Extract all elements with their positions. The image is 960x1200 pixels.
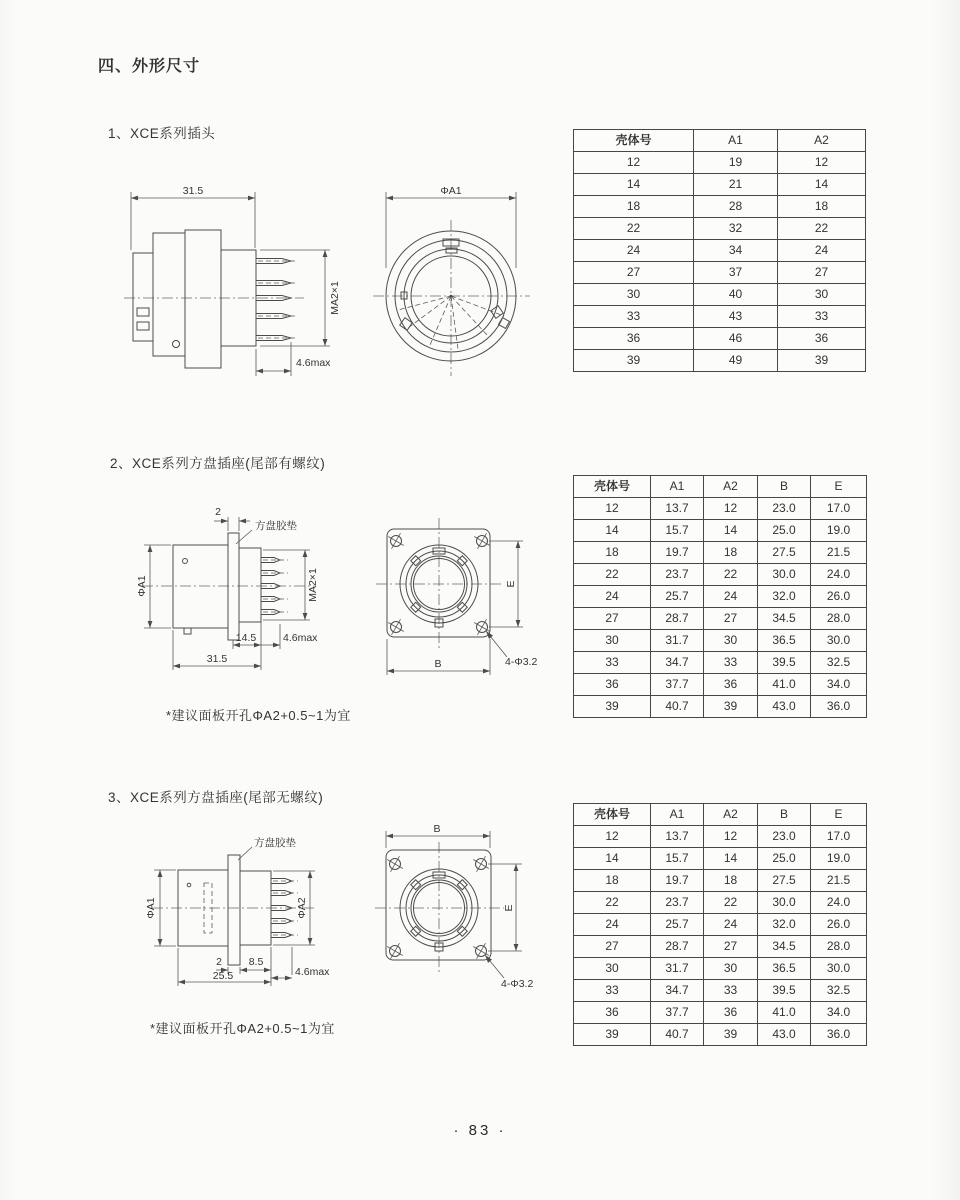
table-cell: 23.0 bbox=[758, 498, 811, 520]
column-header: A2 bbox=[704, 804, 758, 826]
dim-tail-label: 4.6max bbox=[295, 966, 330, 978]
dim-mounting-holes-label: 4-Φ3.2 bbox=[505, 656, 538, 668]
table-cell: 23.0 bbox=[758, 826, 811, 848]
table-cell: 36 bbox=[704, 674, 758, 696]
dim-tail-dia-label: ΦA2 bbox=[296, 897, 308, 919]
table-cell: 12 bbox=[778, 152, 866, 174]
table-cell: 25.7 bbox=[651, 586, 704, 608]
table-cell: 12 bbox=[704, 826, 758, 848]
table-cell: 36 bbox=[574, 1002, 651, 1024]
table-row bbox=[574, 564, 867, 586]
table-cell: 36 bbox=[574, 674, 651, 696]
table-cell: 13.7 bbox=[651, 498, 704, 520]
table-cell: 18 bbox=[778, 196, 866, 218]
dim-front-length-label: 14.5 bbox=[235, 632, 257, 644]
dim-flange-b-label: B bbox=[433, 823, 441, 835]
table-cell: 30.0 bbox=[811, 630, 867, 652]
table-cell: 18 bbox=[704, 542, 758, 564]
table-row bbox=[574, 1002, 867, 1024]
dim-flange-b bbox=[387, 639, 490, 675]
gasket-label: 方盘胶垫 bbox=[254, 837, 296, 849]
table-cell: 26.0 bbox=[811, 586, 867, 608]
dim-flange-e-label: E bbox=[503, 904, 515, 912]
table-cell: 33 bbox=[574, 980, 651, 1002]
section-1-heading: 1、XCE系列插头 bbox=[108, 126, 216, 141]
table-cell: 28 bbox=[694, 196, 778, 218]
table-cell: 30 bbox=[778, 284, 866, 306]
receptacle-unthreaded-front-view-drawing bbox=[358, 818, 558, 1003]
table-cell: 22 bbox=[574, 218, 694, 240]
table-cell: 34.7 bbox=[651, 980, 704, 1002]
receptacle-unthreaded-side-view-drawing bbox=[128, 828, 358, 993]
table-cell: 22 bbox=[778, 218, 866, 240]
table-cell: 30 bbox=[574, 958, 651, 980]
table-cell: 32.0 bbox=[758, 586, 811, 608]
table-header-row bbox=[574, 804, 867, 826]
table-row bbox=[574, 174, 866, 196]
table-cell: 22 bbox=[574, 564, 651, 586]
table-cell: 25.0 bbox=[758, 848, 811, 870]
table-row bbox=[574, 586, 867, 608]
column-header: B bbox=[758, 804, 811, 826]
table-cell: 36 bbox=[574, 328, 694, 350]
table-cell: 39 bbox=[704, 696, 758, 718]
table-cell: 21.5 bbox=[811, 870, 867, 892]
table-cell: 43.0 bbox=[758, 696, 811, 718]
table-cell: 34.5 bbox=[758, 608, 811, 630]
table-row bbox=[574, 196, 866, 218]
table-cell: 28.0 bbox=[811, 608, 867, 630]
table-cell: 36.0 bbox=[811, 1024, 867, 1046]
dim-mounting-holes bbox=[486, 631, 537, 668]
dim-total-length-label: 31.5 bbox=[206, 653, 228, 665]
table-cell: 27 bbox=[704, 608, 758, 630]
table-row bbox=[574, 262, 866, 284]
dim-body-dia-label: ΦA1 bbox=[136, 575, 148, 597]
table-cell: 31.7 bbox=[651, 958, 704, 980]
table-cell: 30 bbox=[574, 630, 651, 652]
receptacle-threaded-front-view-drawing bbox=[358, 508, 558, 683]
column-header: E bbox=[811, 804, 867, 826]
contact-pins bbox=[256, 259, 298, 341]
table-cell: 34.0 bbox=[811, 1002, 867, 1024]
table-cell: 24 bbox=[574, 240, 694, 262]
table-cell: 19.7 bbox=[651, 870, 704, 892]
table-row bbox=[574, 936, 867, 958]
table-cell: 30.0 bbox=[758, 564, 811, 586]
table-cell: 30 bbox=[574, 284, 694, 306]
dim-mounting-holes-label: 4-Φ3.2 bbox=[501, 978, 534, 990]
table-cell: 14 bbox=[574, 520, 651, 542]
table-cell: 37 bbox=[694, 262, 778, 284]
section-2-heading: 2、XCE系列方盘插座(尾部有螺纹) bbox=[110, 456, 326, 471]
dim-mid-length-label: 8.5 bbox=[248, 956, 264, 968]
receptacle-body bbox=[178, 855, 271, 965]
table-row bbox=[574, 1024, 867, 1046]
plug-body bbox=[133, 230, 256, 368]
column-header: A1 bbox=[651, 476, 704, 498]
table-cell: 23.7 bbox=[651, 564, 704, 586]
dim-tail-label: 4.6max bbox=[283, 632, 318, 644]
plug-side-view-drawing bbox=[108, 168, 358, 388]
dim-mid-length bbox=[240, 956, 271, 972]
table-cell: 19 bbox=[694, 152, 778, 174]
table-cell: 36.5 bbox=[758, 958, 811, 980]
table-cell: 17.0 bbox=[811, 826, 867, 848]
table-cell: 27.5 bbox=[758, 542, 811, 564]
table-cell: 25.7 bbox=[651, 914, 704, 936]
dim-tail bbox=[271, 947, 330, 986]
panel-cutout-note-1: *建议面板开孔ΦA2+0.5~1为宜 bbox=[166, 708, 351, 723]
table-cell: 15.7 bbox=[651, 520, 704, 542]
page-title: 四、外形尺寸 bbox=[98, 58, 201, 75]
table-cell: 32.5 bbox=[811, 980, 867, 1002]
table-row bbox=[574, 542, 867, 564]
table-row bbox=[574, 958, 867, 980]
dim-total-length-label: 25.5 bbox=[212, 970, 234, 982]
table-cell: 22 bbox=[704, 564, 758, 586]
table-row bbox=[574, 498, 867, 520]
column-header: E bbox=[811, 476, 867, 498]
column-header: B bbox=[758, 476, 811, 498]
table-cell: 34.7 bbox=[651, 652, 704, 674]
table-cell: 36.5 bbox=[758, 630, 811, 652]
table-cell: 39 bbox=[704, 1024, 758, 1046]
dim-plug-thread-label: MA2×1 bbox=[329, 281, 341, 315]
table-cell: 34.5 bbox=[758, 936, 811, 958]
dim-plug-front-dia-label: ΦA1 bbox=[440, 185, 462, 197]
page-number: · 83 · bbox=[453, 1122, 507, 1139]
table-cell: 33 bbox=[778, 306, 866, 328]
table-cell: 19.0 bbox=[811, 848, 867, 870]
dim-front-length bbox=[233, 622, 261, 670]
column-header: A1 bbox=[694, 130, 778, 152]
table-row bbox=[574, 674, 867, 696]
gasket-plate bbox=[228, 855, 240, 965]
gasket-callout bbox=[238, 836, 296, 860]
table-row bbox=[574, 914, 867, 936]
table-cell: 36 bbox=[704, 1002, 758, 1024]
table-cell: 36.0 bbox=[811, 696, 867, 718]
table-cell: 14 bbox=[778, 174, 866, 196]
receptacle-body bbox=[173, 533, 261, 640]
table-cell: 40.7 bbox=[651, 696, 704, 718]
table-cell: 39 bbox=[574, 350, 694, 372]
table-row bbox=[574, 218, 866, 240]
table-row bbox=[574, 152, 866, 174]
column-header: A2 bbox=[704, 476, 758, 498]
table-cell: 26.0 bbox=[811, 914, 867, 936]
table-cell: 19.7 bbox=[651, 542, 704, 564]
table-cell: 41.0 bbox=[758, 674, 811, 696]
table-cell: 14 bbox=[574, 174, 694, 196]
receptacle-unthreaded-dimension-table bbox=[573, 803, 867, 1046]
table-cell: 24.0 bbox=[811, 564, 867, 586]
dim-flange-b bbox=[386, 823, 490, 848]
table-row bbox=[574, 350, 866, 372]
table-cell: 25.0 bbox=[758, 520, 811, 542]
dim-mounting-holes bbox=[485, 955, 533, 990]
table-row bbox=[574, 980, 867, 1002]
table-cell: 18 bbox=[704, 870, 758, 892]
table-row bbox=[574, 870, 867, 892]
table-cell: 39.5 bbox=[758, 652, 811, 674]
table-cell: 33 bbox=[704, 980, 758, 1002]
table-cell: 24 bbox=[704, 586, 758, 608]
table-cell: 18 bbox=[574, 196, 694, 218]
table-cell: 24 bbox=[778, 240, 866, 262]
table-cell: 40.7 bbox=[651, 1024, 704, 1046]
table-cell: 18 bbox=[574, 542, 651, 564]
table-cell: 12 bbox=[574, 826, 651, 848]
table-cell: 32 bbox=[694, 218, 778, 240]
receptacle-threaded-side-view-drawing bbox=[128, 498, 358, 678]
table-cell: 39 bbox=[574, 1024, 651, 1046]
table-row bbox=[574, 848, 867, 870]
table-cell: 14 bbox=[574, 848, 651, 870]
dim-flange-b-label: B bbox=[434, 658, 442, 670]
table-cell: 21 bbox=[694, 174, 778, 196]
column-header: A2 bbox=[778, 130, 866, 152]
table-cell: 24 bbox=[704, 914, 758, 936]
table-cell: 27 bbox=[574, 936, 651, 958]
section-3-heading: 3、XCE系列方盘插座(尾部无螺纹) bbox=[108, 790, 324, 805]
table-cell: 40 bbox=[694, 284, 778, 306]
column-header: 壳体号 bbox=[574, 130, 694, 152]
table-cell: 13.7 bbox=[651, 826, 704, 848]
receptacle-threaded-dimension-table bbox=[573, 475, 867, 718]
table-cell: 19.0 bbox=[811, 520, 867, 542]
table-cell: 14 bbox=[704, 520, 758, 542]
table-cell: 30.0 bbox=[758, 892, 811, 914]
dim-gasket-thickness-label: 2 bbox=[215, 506, 221, 518]
table-cell: 12 bbox=[574, 152, 694, 174]
dim-gasket-thickness bbox=[214, 506, 250, 531]
table-cell: 36 bbox=[778, 328, 866, 350]
dim-plug-length-label: 31.5 bbox=[182, 185, 204, 197]
plug-front-view-drawing bbox=[358, 168, 558, 388]
table-cell: 24 bbox=[574, 586, 651, 608]
table-cell: 32.5 bbox=[811, 652, 867, 674]
table-row bbox=[574, 892, 867, 914]
column-header: 壳体号 bbox=[574, 476, 651, 498]
table-cell: 34 bbox=[694, 240, 778, 262]
dim-plug-tail-label: 4.6max bbox=[296, 357, 331, 369]
table-row bbox=[574, 284, 866, 306]
table-cell: 34.0 bbox=[811, 674, 867, 696]
dim-flange-e bbox=[488, 864, 522, 951]
table-header-row bbox=[574, 476, 867, 498]
table-cell: 37.7 bbox=[651, 1002, 704, 1024]
table-cell: 31.7 bbox=[651, 630, 704, 652]
dim-body-dia-label: ΦA1 bbox=[145, 897, 157, 919]
table-cell: 12 bbox=[704, 498, 758, 520]
table-row bbox=[574, 520, 867, 542]
table-row bbox=[574, 608, 867, 630]
table-row bbox=[574, 630, 867, 652]
table-cell: 24.0 bbox=[811, 892, 867, 914]
panel-cutout-note-2: *建议面板开孔ΦA2+0.5~1为宜 bbox=[150, 1021, 335, 1036]
table-cell: 41.0 bbox=[758, 1002, 811, 1024]
table-cell: 27.5 bbox=[758, 870, 811, 892]
table-cell: 21.5 bbox=[811, 542, 867, 564]
table-cell: 27 bbox=[574, 608, 651, 630]
table-cell: 32.0 bbox=[758, 914, 811, 936]
table-cell: 28.7 bbox=[651, 936, 704, 958]
column-header: A1 bbox=[651, 804, 704, 826]
table-cell: 39 bbox=[574, 696, 651, 718]
dim-tail bbox=[261, 624, 318, 649]
dim-plug-tail bbox=[256, 342, 331, 376]
table-cell: 49 bbox=[694, 350, 778, 372]
table-cell: 23.7 bbox=[651, 892, 704, 914]
table-cell: 27 bbox=[778, 262, 866, 284]
table-header-row bbox=[574, 130, 866, 152]
table-row bbox=[574, 696, 867, 718]
dim-body-dia bbox=[136, 545, 171, 628]
table-cell: 30 bbox=[704, 630, 758, 652]
table-cell: 15.7 bbox=[651, 848, 704, 870]
table-row bbox=[574, 826, 867, 848]
table-row bbox=[574, 306, 866, 328]
dim-thread-label: MA2×1 bbox=[307, 568, 319, 602]
dim-flange-e-label: E bbox=[505, 580, 517, 588]
table-cell: 39.5 bbox=[758, 980, 811, 1002]
column-header: 壳体号 bbox=[574, 804, 651, 826]
knurled-ring bbox=[185, 230, 221, 368]
table-cell: 30.0 bbox=[811, 958, 867, 980]
table-row bbox=[574, 240, 866, 262]
table-cell: 33 bbox=[704, 652, 758, 674]
table-cell: 17.0 bbox=[811, 498, 867, 520]
table-cell: 18 bbox=[574, 870, 651, 892]
table-cell: 46 bbox=[694, 328, 778, 350]
table-cell: 27 bbox=[704, 936, 758, 958]
table-cell: 37.7 bbox=[651, 674, 704, 696]
table-cell: 12 bbox=[574, 498, 651, 520]
dim-plug-length bbox=[131, 185, 255, 250]
gasket-plate bbox=[228, 533, 239, 640]
table-cell: 22 bbox=[704, 892, 758, 914]
table-cell: 24 bbox=[574, 914, 651, 936]
gasket-label: 方盘胶垫 bbox=[255, 520, 297, 532]
table-cell: 22 bbox=[574, 892, 651, 914]
table-cell: 33 bbox=[574, 652, 651, 674]
table-cell: 33 bbox=[574, 306, 694, 328]
table-cell: 28.0 bbox=[811, 936, 867, 958]
dim-gasket-thickness-label: 2 bbox=[216, 956, 222, 968]
table-cell: 39 bbox=[778, 350, 866, 372]
plug-dimension-table bbox=[573, 129, 866, 372]
table-cell: 27 bbox=[574, 262, 694, 284]
table-row bbox=[574, 328, 866, 350]
table-cell: 43 bbox=[694, 306, 778, 328]
table-cell: 43.0 bbox=[758, 1024, 811, 1046]
table-cell: 30 bbox=[704, 958, 758, 980]
table-row bbox=[574, 652, 867, 674]
table-cell: 14 bbox=[704, 848, 758, 870]
table-cell: 28.7 bbox=[651, 608, 704, 630]
